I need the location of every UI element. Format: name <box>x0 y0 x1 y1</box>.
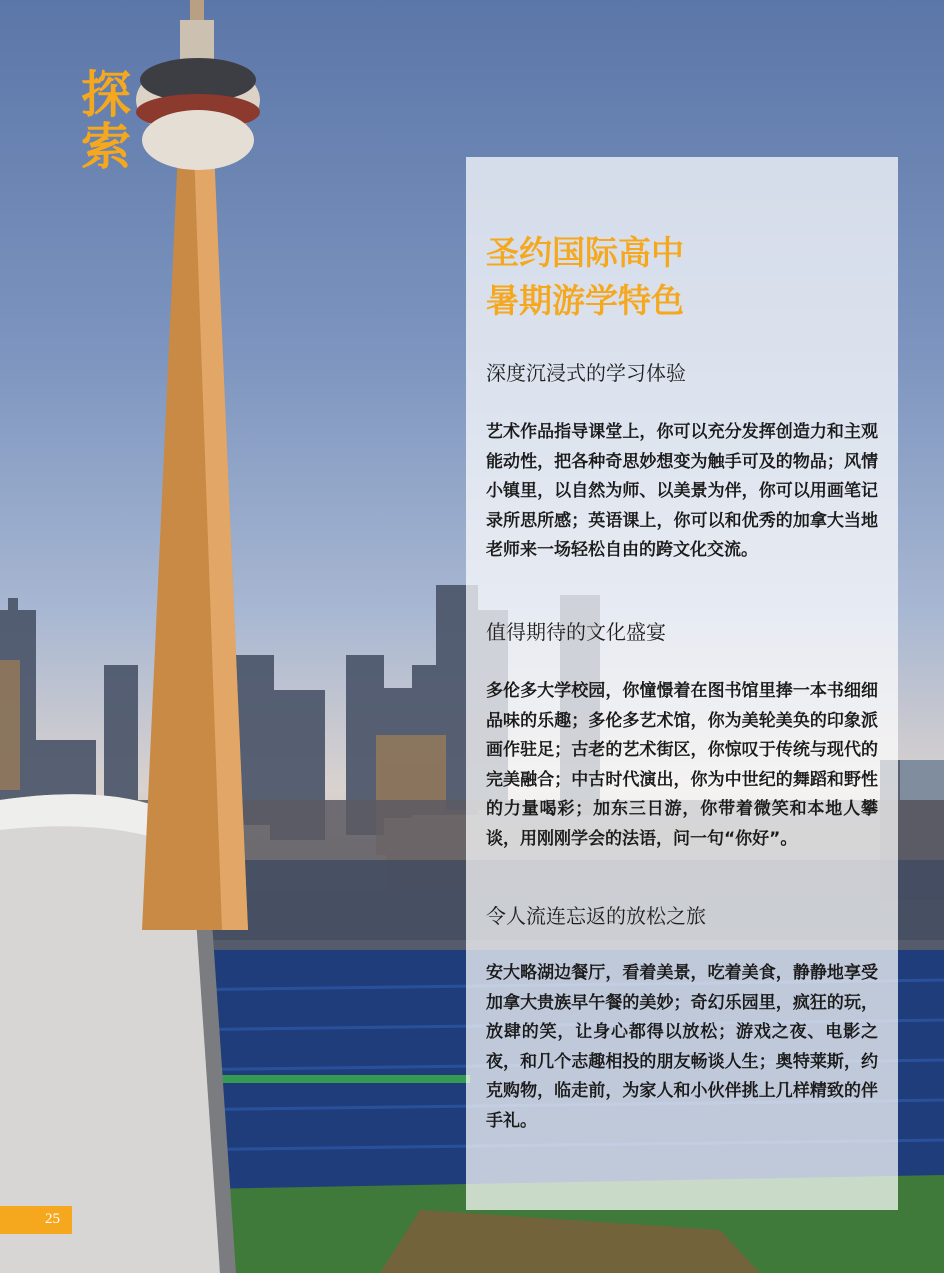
panel-title-line1: 圣约国际高中 <box>486 233 684 272</box>
section-heading-immersive-learning: 深度沉浸式的学习体验 <box>486 361 686 385</box>
page-number: 25 <box>45 1211 60 1227</box>
section-body-culture-feast: 多伦多大学校园，你憧憬着在图书馆里捧一本书细细品味的乐趣；多伦多艺术馆，你为美轮美奂的印象派画作驻足；古老的艺术街区，你惊叹于传统与现代的完美融合；中古时代演出，你为中世纪的舞蹈和野性的力量喝彩；加东三日游，你带着微笑和本地人攀谈，用刚刚学会的法语，问一句“你好”。 <box>486 681 878 849</box>
section-label: 探索 <box>73 68 131 172</box>
section-body-relaxing-trip: 安大略湖边餐厅，看着美景，吃着美食，静静地享受加拿大贵族早午餐的美妙；奇幻乐园里，疯狂的玩，放肆的笑，让身心都得以放松；游戏之夜、电影之夜，和几个志趣相投的朋友畅谈人生；奥特莱斯，约克购物，临走前，为家人和小伙伴挑上几样精致的伴手礼。 <box>486 963 878 1131</box>
content-panel <box>466 157 898 1210</box>
section-heading-relaxing-trip: 令人流连忘返的放松之旅 <box>486 904 706 928</box>
page-number-badge <box>0 1206 72 1234</box>
panel-title <box>486 229 886 325</box>
panel-title-line2: 暑期游学特色 <box>486 281 684 320</box>
section-heading-culture-feast: 值得期待的文化盛宴 <box>486 620 666 644</box>
section-body-immersive-learning: 艺术作品指导课堂上，你可以充分发挥创造力和主观能动性，把各种奇思妙想变为触手可及的物品；风情小镇里，以自然为师、以美景为伴，你可以用画笔记录所思所感；英语课上，你可以和优秀的加拿大当地老师来一场轻松自由的跨文化交流。 <box>486 422 878 560</box>
